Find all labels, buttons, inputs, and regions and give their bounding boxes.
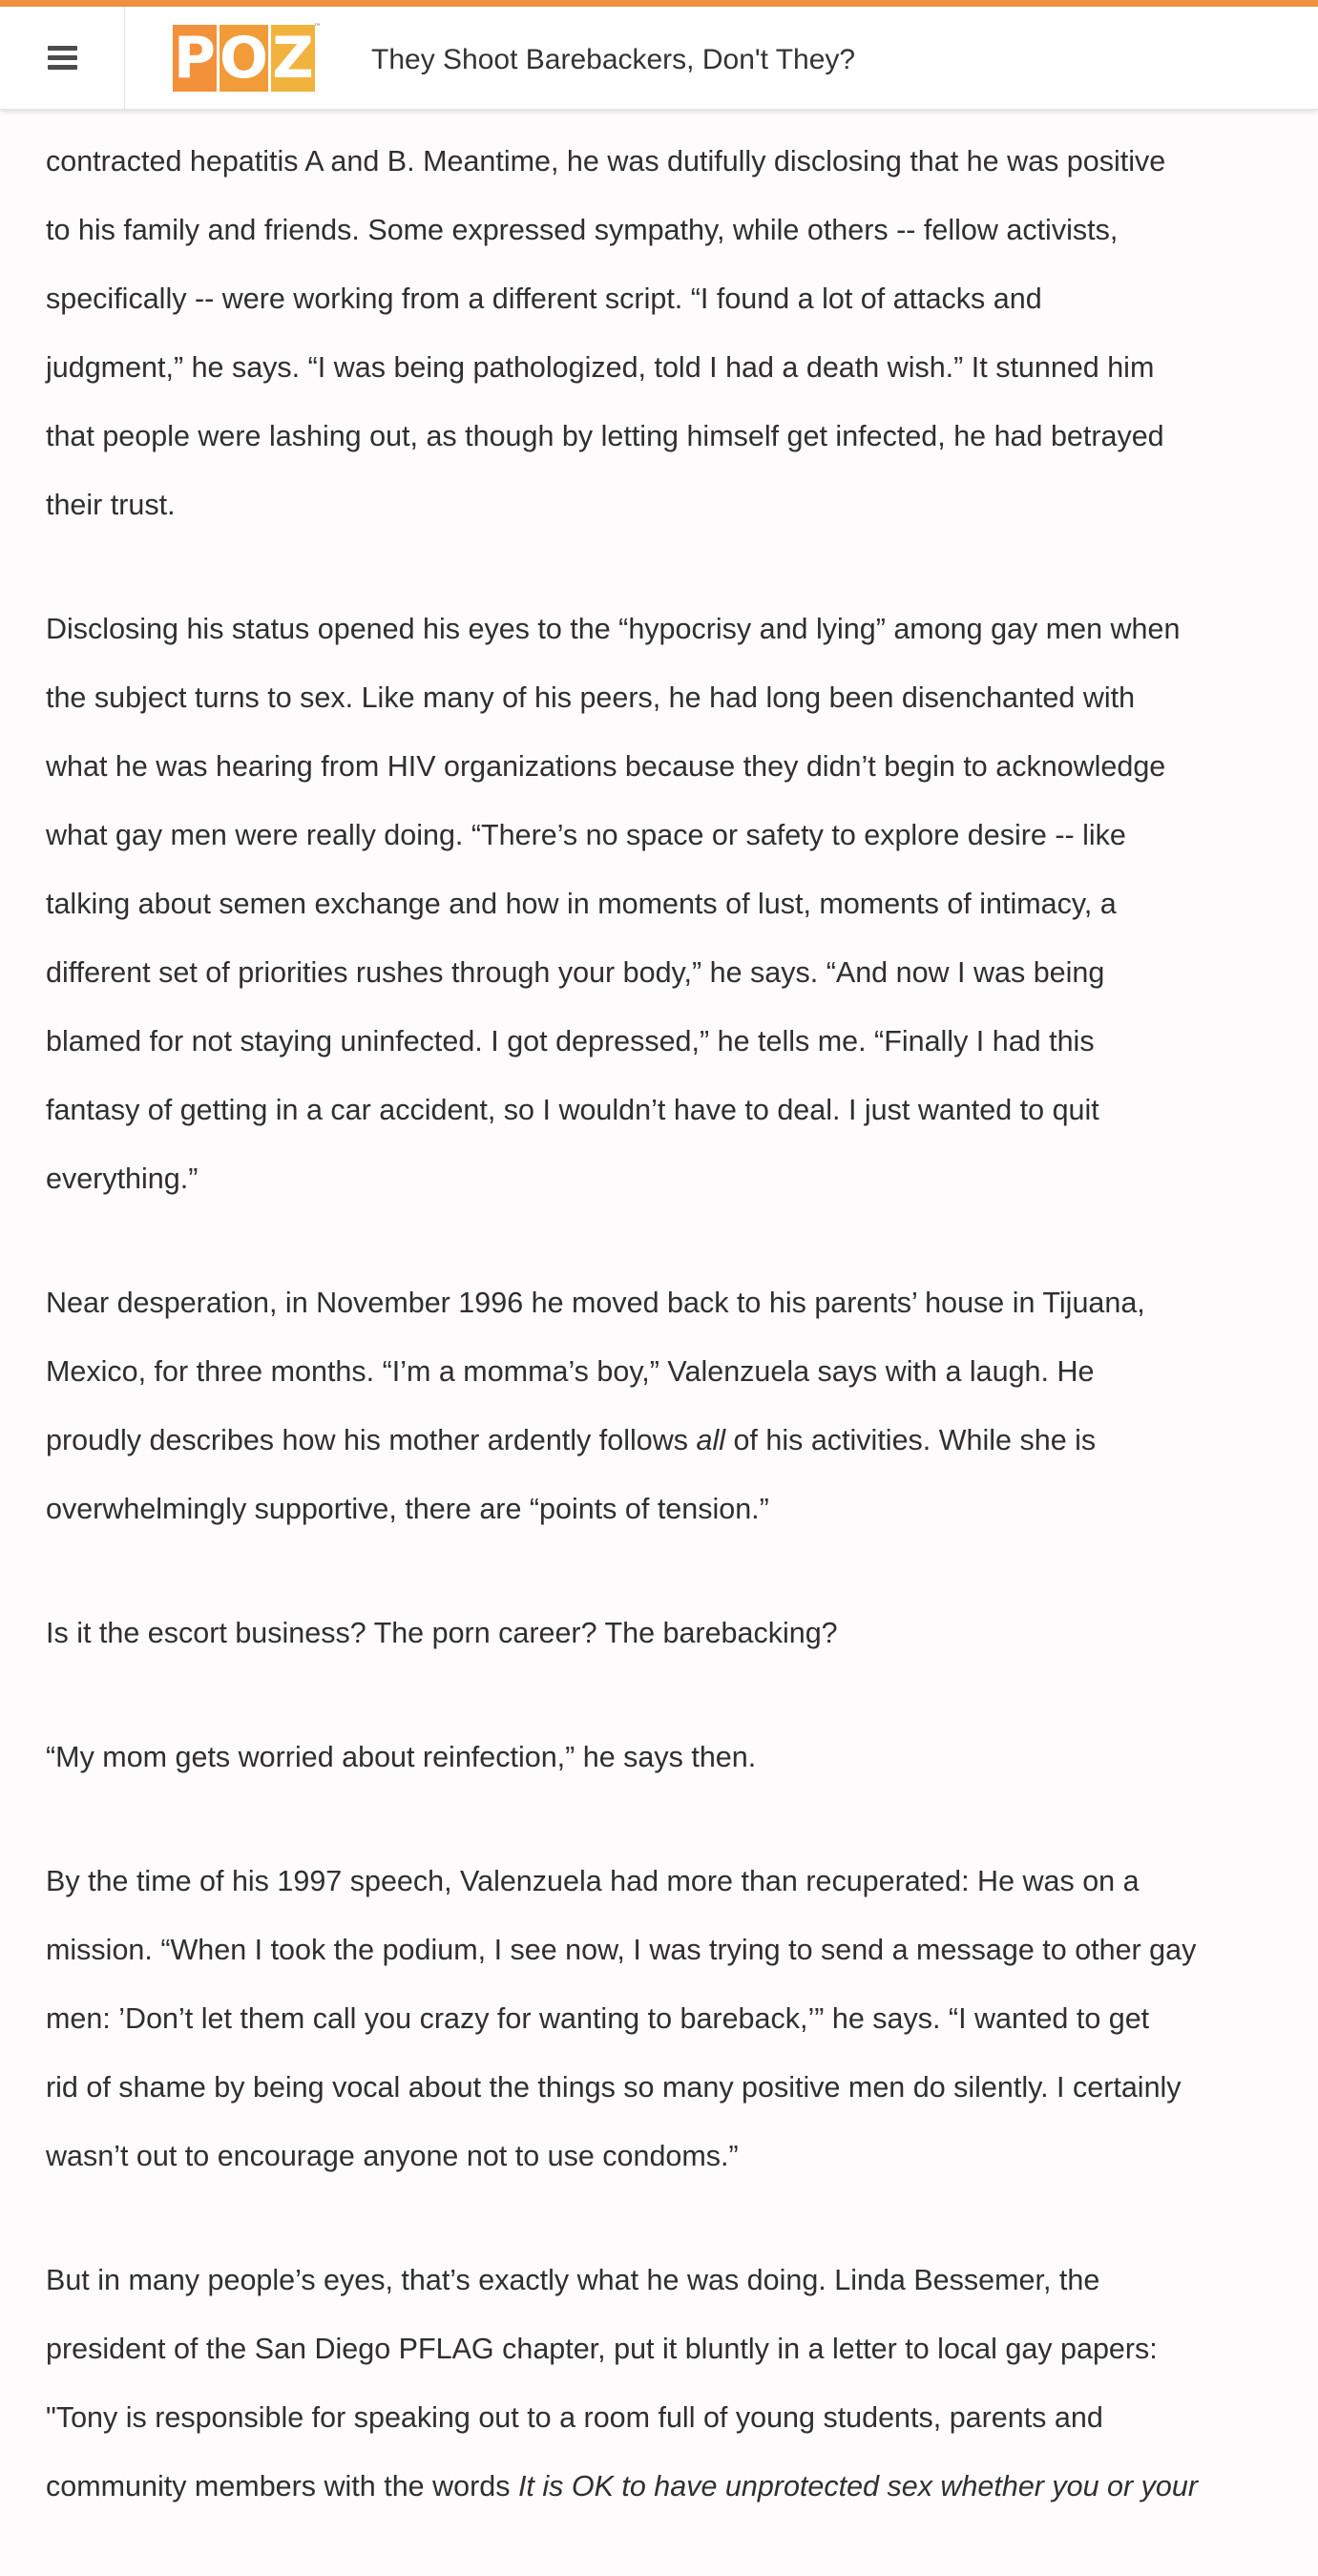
paragraph-5: “My mom gets worried about reinfection,” he says then.	[46, 1741, 757, 1773]
paragraph-6: By the time of his 1997 speech, Valenzuela had more than recuperated: He was on a mission. “When I took the podium, I see now, I was trying to send a message to other gay men: ’Don’t let them call you crazy for wanting to bareback,’” he says. “I wanted to get rid of shame by being vocal about the things so many positive men do silently. I certainly wasn’t out to encourage anyone not to use condoms.”	[46, 1865, 1197, 2172]
logo-trademark: ™	[313, 23, 322, 32]
emphasis-quote: It is OK to have unprotected sex whether you or your	[517, 2470, 1198, 2503]
paragraph-7: But in many people’s eyes, that’s exactly what he was doing. Linda Bessemer, the president of the San Diego PFLAG chapter, put it bluntly in a letter to local gay papers: "Tony is responsible for speaking out to a room full of young students, parents and community members with the words It is OK to have unprotected sex whether you or your	[46, 2264, 1198, 2503]
logo-letter-p: P	[174, 25, 216, 92]
paragraph-4: Is it the escort business? The porn career? The barebacking?	[46, 1617, 838, 1649]
logo-letter-z: Z	[272, 25, 314, 92]
article-body	[46, 127, 1287, 2576]
logo-letter-o: O	[220, 25, 269, 92]
paragraph-3: Near desperation, in November 1996 he moved back to his parents’ house in Tijuana, Mexico, for three months. “I’m a momma’s boy,” Valenzuela says with a laugh. He proudly describes how his mother ardently follows all of his activities. While she is overwhelmingly supportive, there are “points of tension.”	[46, 1287, 1145, 1525]
paragraph-1: contracted hepatitis A and B. Meantime, he was dutifully disclosing that he was positive to his family and friends. Some expressed sympathy, while others -- fellow activists, specifically -- were working from a different script. “I found a lot of attacks and judgment,” he says. “I was being pathologized, told I had a death wish.” It stunned him that people were lashing out, as though by letting himself get infected, he had betrayed their trust.	[46, 145, 1166, 521]
paragraph-2: Disclosing his status opened his eyes to the “hypocrisy and lying” among gay men when the subject turns to sex. Like many of his peers, he had long been disenchanted with what he was hearing from HIV organizations because they didn’t begin to acknowledge what gay men were really doing. “There’s no space or safety to explore desire -- like talking about semen exchange and how in moments of lust, moments of intimacy, a different set of priorities rushes through your body,” he says. “And now I was being blamed for not staying uninfected. I got depressed,” he tells me. “Finally I had this fantasy of getting in a car accident, so I wouldn’t have to deal. I just wanted to quit everything.”	[46, 613, 1181, 1195]
page-title: They Shoot Barebackers, Don't They?	[371, 44, 856, 75]
hamburger-menu-button[interactable]	[0, 7, 125, 109]
emphasis-all: all	[696, 1424, 725, 1456]
poz-logo[interactable]	[173, 23, 322, 92]
site-header	[0, 7, 1318, 110]
accent-strip	[0, 0, 1318, 7]
